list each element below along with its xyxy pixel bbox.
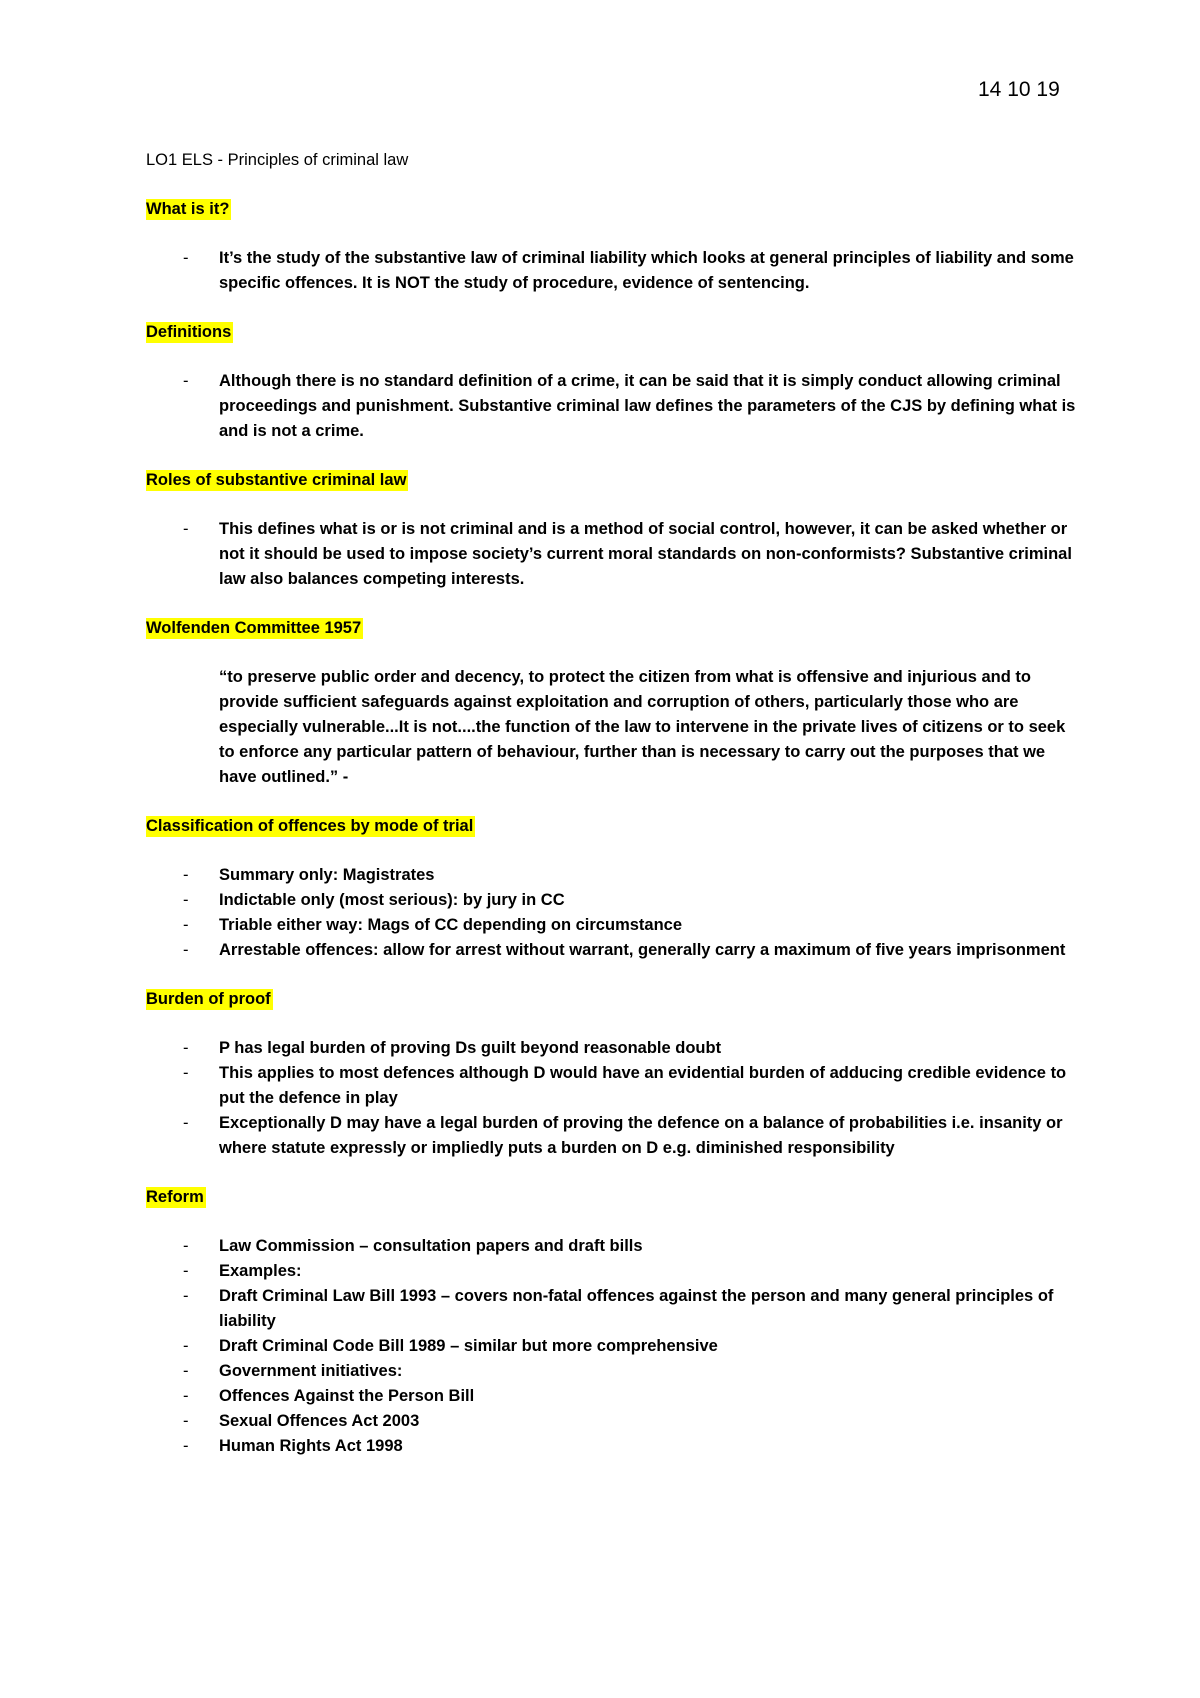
document-title: LO1 ELS - Principles of criminal law [146, 151, 409, 169]
section-list-roles [146, 517, 1076, 592]
list-item: - Examples: [146, 1259, 1076, 1284]
list-item: - Indictable only (most serious): by jury in CC [146, 888, 1076, 913]
section-heading-burden-of-proof: Burden of proof [146, 990, 271, 1008]
list-item: - Law Commission – consultation papers and draft bills [146, 1234, 1076, 1259]
section-list-what-is-it [146, 246, 1076, 296]
list-item: - Summary only: Magistrates [146, 863, 1076, 888]
section-heading-reform: Reform [146, 1188, 204, 1206]
section-list-classification [146, 863, 1076, 963]
document-body [146, 148, 1076, 1459]
list-item: - This applies to most defences although D would have an evidential burden of adducing credible evidence to put the defence in play [146, 1061, 1076, 1111]
section-heading-roles: Roles of substantive criminal law [146, 471, 407, 489]
section-list-reform [146, 1234, 1076, 1459]
section-heading-definitions: Definitions [146, 323, 232, 341]
list-item: - Draft Criminal Code Bill 1989 – similar but more comprehensive [146, 1334, 1076, 1359]
section-list-definitions [146, 369, 1076, 444]
section-heading-wolfenden: Wolfenden Committee 1957 [146, 619, 362, 637]
document-date: 14 10 19 [978, 78, 1060, 101]
section-heading-classification: Classification of offences by mode of trial [146, 817, 474, 835]
section-heading-what-is-it: What is it? [146, 200, 230, 218]
section-list-burden-of-proof [146, 1036, 1076, 1161]
list-item: - Offences Against the Person Bill [146, 1384, 1076, 1409]
list-item: - Sexual Offences Act 2003 [146, 1409, 1076, 1434]
list-item: - Draft Criminal Law Bill 1993 – covers non-fatal offences against the person and many general principles of liability [146, 1284, 1076, 1334]
list-item: - Triable either way: Mags of CC depending on circumstance [146, 913, 1076, 938]
list-item: - P has legal burden of proving Ds guilt beyond reasonable doubt [146, 1036, 1076, 1061]
list-item: - Human Rights Act 1998 [146, 1434, 1076, 1459]
list-item: - It’s the study of the substantive law of criminal liability which looks at general principles of liability and some specific offences. It is NOT the study of procedure, evidence of sentencing. [146, 246, 1076, 296]
list-item: - Arrestable offences: allow for arrest without warrant, generally carry a maximum of five years imprisonment [146, 938, 1076, 963]
wolfenden-quote: “to preserve public order and decency, to protect the citizen from what is offensive and injurious and to provide sufficient safeguards against exploitation and corruption of others, particularly those who are especially vulnerable...It is not....the function of the law to intervene in the private lives of citizens or to seek to enforce any particular pattern of behaviour, further than is necessary to carry out the purposes that we have outlined.” - [219, 668, 1066, 786]
list-item: - Government initiatives: [146, 1359, 1076, 1384]
list-item: - Although there is no standard definition of a crime, it can be said that it is simply conduct allowing criminal proceedings and punishment. Substantive criminal law defines the parameters of the CJS by defining what is and is not a crime. [146, 369, 1076, 444]
list-item: - This defines what is or is not criminal and is a method of social control, however, it can be asked whether or not it should be used to impose society’s current moral standards on non-conformists? Substantive criminal law also balances competing interests. [146, 517, 1076, 592]
list-item: - Exceptionally D may have a legal burden of proving the defence on a balance of probabilities i.e. insanity or where statute expressly or impliedly puts a burden on D e.g. diminished responsibility [146, 1111, 1076, 1161]
